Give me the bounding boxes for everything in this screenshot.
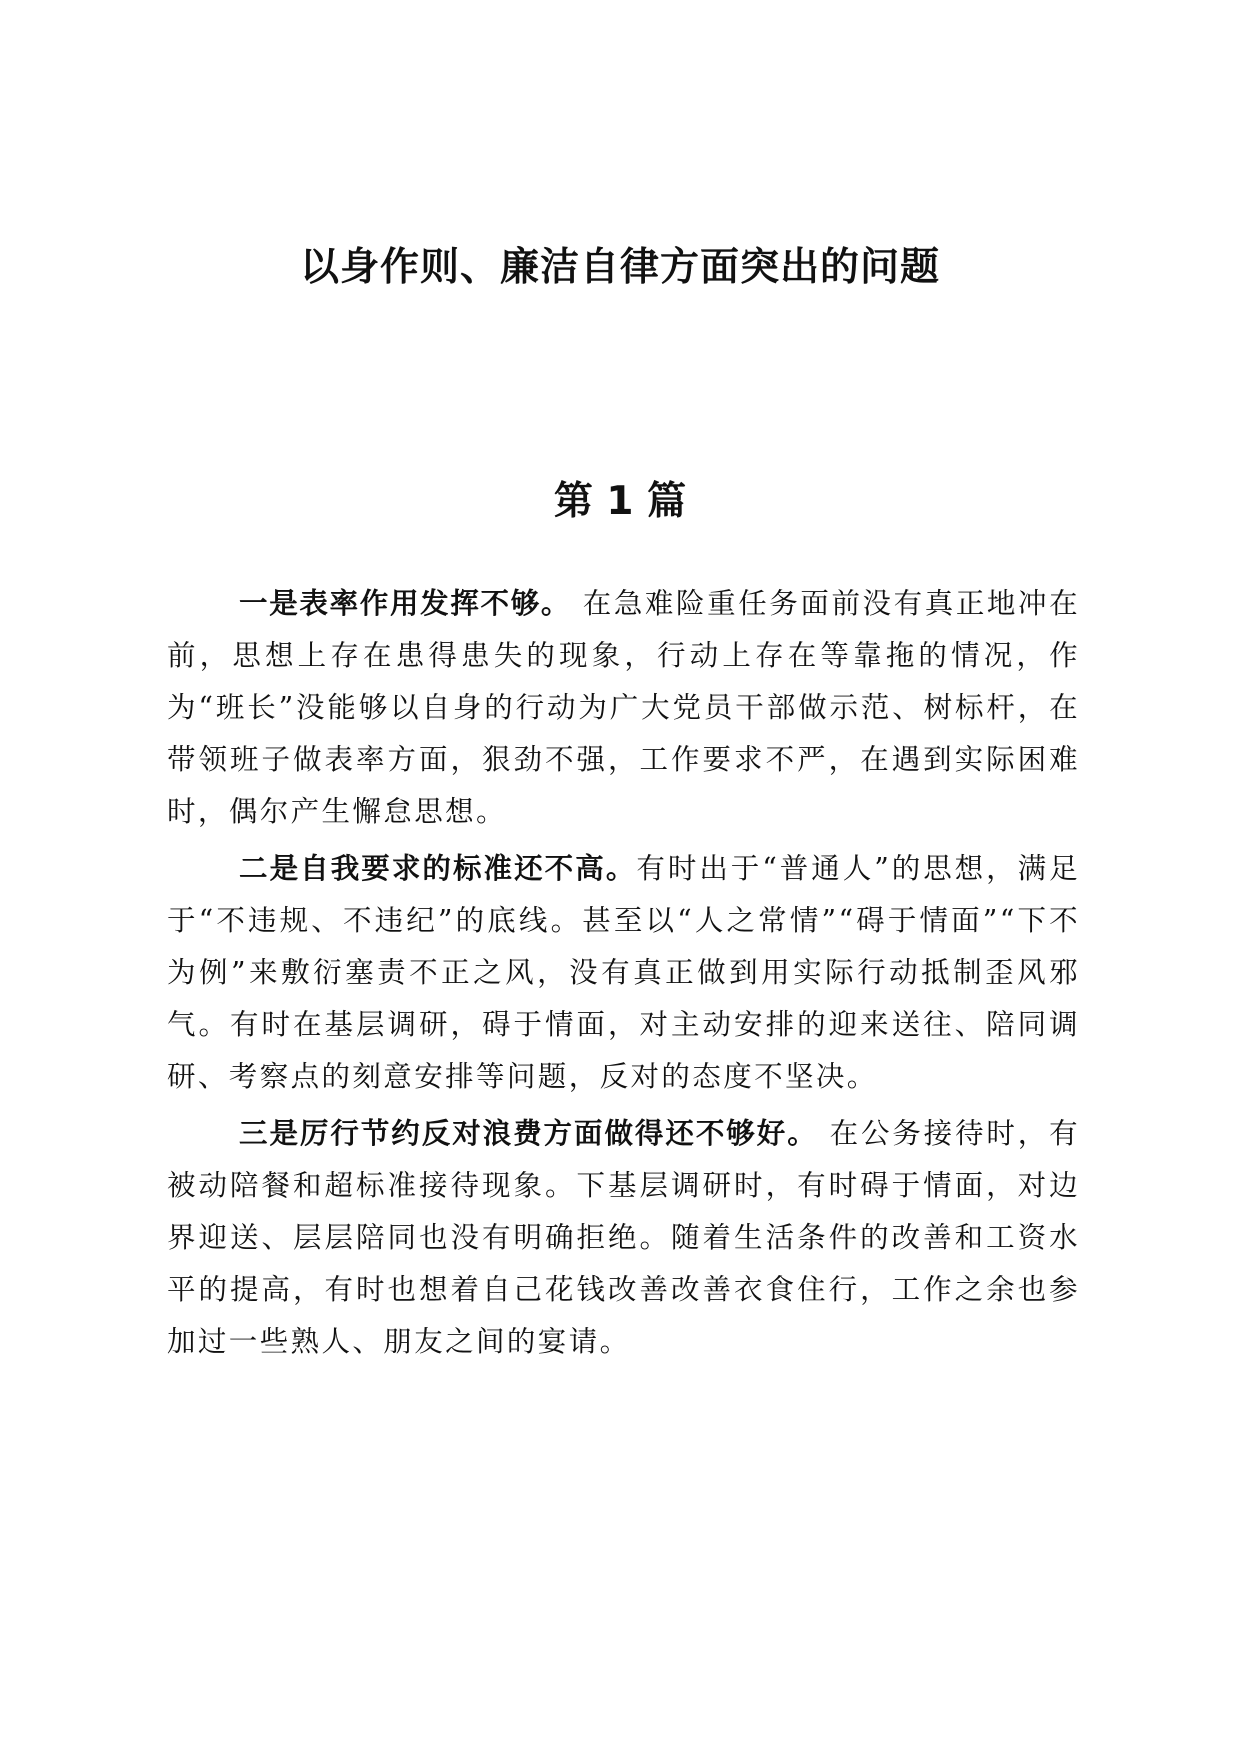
paragraph-3	[167, 1108, 1080, 1368]
paragraph-3-text: 在公务接待时，有被动陪餐和超标准接待现象。下基层调研时，有时碍于情面，对边界迎送、层层陪同也没有明确拒绝。随着生活条件的改善和工资水平的提高，有时也想着自己花钱改善改善衣食住行，工作之余也参加过一些熟人、朋友之间的宴请。	[167, 1117, 1080, 1358]
document-title: 以身作则、廉洁自律方面突出的问题	[299, 245, 940, 290]
paragraph-1-lead: 一是表率作用发挥不够。	[239, 587, 572, 620]
paragraph-3-lead: 三是厉行节约反对浪费方面做得还不够好。	[239, 1117, 818, 1150]
section-heading: 第 1 篇	[553, 479, 687, 524]
paragraph-1	[167, 578, 1080, 838]
paragraph-2-lead: 二是自我要求的标准还不高。	[239, 852, 637, 885]
document-body	[167, 578, 1080, 1373]
paragraph-2	[167, 843, 1080, 1103]
paragraph-1-text: 在急难险重任务面前没有真正地冲在前，思想上存在患得患失的现象，行动上存在等靠拖的情况，作为“班长”没能够以自身的行动为广大党员干部做示范、树标杆，在带领班子做表率方面，狠劲不强，工作要求不严，在遇到实际困难时，偶尔产生懈怠思想。	[167, 587, 1080, 828]
paragraph-2-text: 有时出于“普通人”的思想，满足于“不违规、不违纪”的底线。甚至以“人之常情”“碍于情面”“下不为例”来敷衍塞责不正之风，没有真正做到用实际行动抵制歪风邪气。有时在基层调研，碍于情面，对主动安排的迎来送往、陪同调研、考察点的刻意安排等问题，反对的态度不坚决。	[167, 852, 1080, 1093]
